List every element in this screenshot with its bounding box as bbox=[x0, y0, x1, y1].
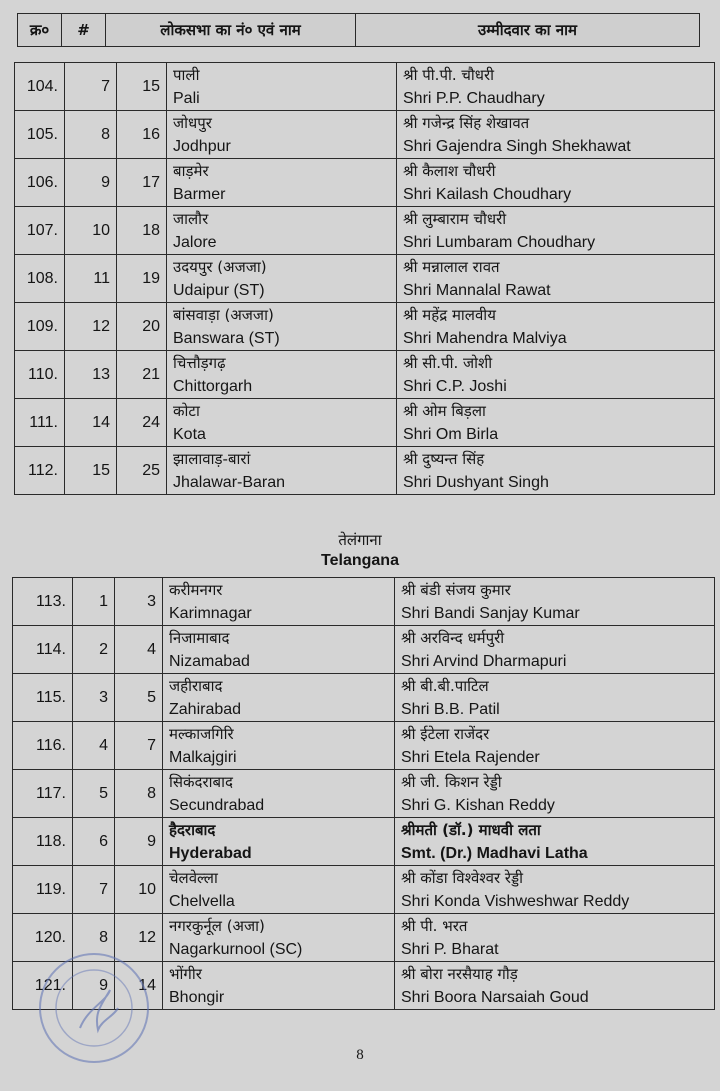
constituency-name-hindi: झालावाड़-बारां bbox=[173, 449, 251, 468]
ls-no-cell: 17 bbox=[117, 159, 167, 207]
constituency-name-english: Jhalawar-Baran bbox=[173, 473, 286, 491]
candidate-name-english: Shri Dushyant Singh bbox=[403, 473, 549, 491]
candidate-name-hindi: श्री कोंडा विश्वेश्वर रेड्डी bbox=[401, 868, 524, 887]
table-row bbox=[13, 578, 715, 626]
candidate-name-english: Shri B.B. Patil bbox=[401, 700, 500, 718]
constituency-cell bbox=[163, 866, 395, 914]
constituency-name-english: Karimnagar bbox=[169, 604, 252, 622]
ls-no-cell: 20 bbox=[117, 303, 167, 351]
candidate-name-english: Shri P.P. Chaudhary bbox=[403, 89, 545, 107]
serial-cell: 116. bbox=[13, 722, 73, 770]
ls-no-cell: 4 bbox=[115, 626, 163, 674]
table-row bbox=[13, 722, 715, 770]
candidate-name-english: Shri G. Kishan Reddy bbox=[401, 796, 555, 814]
ls-no-cell: 24 bbox=[117, 399, 167, 447]
ls-no-cell: 14 bbox=[115, 962, 163, 1010]
candidate-name-hindi: श्री मन्नालाल रावत bbox=[403, 257, 500, 276]
serial-cell: 111. bbox=[15, 399, 65, 447]
constituency-name-hindi: बाड़मेर bbox=[173, 161, 209, 180]
serial-cell: 107. bbox=[15, 207, 65, 255]
table-row bbox=[13, 866, 715, 914]
ls-no-cell: 16 bbox=[117, 111, 167, 159]
table-row bbox=[15, 159, 715, 207]
candidate-name-hindi: श्री सी.पी. जोशी bbox=[403, 353, 493, 372]
serial-cell: 121. bbox=[13, 962, 73, 1010]
constituency-cell bbox=[163, 626, 395, 674]
candidate-name-hindi: श्री कैलाश चौधरी bbox=[403, 161, 496, 180]
column-header-table bbox=[17, 13, 700, 47]
constituency-cell bbox=[163, 722, 395, 770]
ls-no-cell: 15 bbox=[117, 63, 167, 111]
candidate-name-english: Smt. (Dr.) Madhavi Latha bbox=[401, 844, 588, 862]
ls-no-cell: 7 bbox=[115, 722, 163, 770]
candidate-name-english: Shri C.P. Joshi bbox=[403, 377, 507, 395]
candidate-cell bbox=[397, 399, 715, 447]
serial-cell: 110. bbox=[15, 351, 65, 399]
ls-no-cell: 21 bbox=[117, 351, 167, 399]
candidate-name-hindi: श्री महेंद्र मालवीय bbox=[403, 305, 496, 324]
constituency-name-english: Nizamabad bbox=[169, 652, 250, 670]
candidate-name-english: Shri Boora Narsaiah Goud bbox=[401, 988, 589, 1006]
constituency-cell bbox=[167, 303, 397, 351]
constituency-cell bbox=[167, 207, 397, 255]
constituency-cell bbox=[163, 818, 395, 866]
candidate-name-hindi: श्री ओम बिड़ला bbox=[403, 401, 486, 420]
candidate-name-english: Shri Om Birla bbox=[403, 425, 499, 443]
ls-no-cell: 3 bbox=[115, 578, 163, 626]
state-no-cell: 5 bbox=[73, 770, 115, 818]
constituency-name-hindi: निजामाबाद bbox=[169, 628, 230, 647]
state-no-cell: 7 bbox=[73, 866, 115, 914]
candidate-name-english: Shri Etela Rajender bbox=[401, 748, 540, 766]
constituency-name-hindi: नगरकुर्नूल (अजा) bbox=[169, 916, 265, 935]
serial-cell: 105. bbox=[15, 111, 65, 159]
serial-cell: 104. bbox=[15, 63, 65, 111]
constituency-cell bbox=[167, 399, 397, 447]
ls-no-cell: 8 bbox=[115, 770, 163, 818]
constituency-name-english: Bhongir bbox=[169, 988, 225, 1006]
table-row bbox=[13, 770, 715, 818]
constituency-name-english: Udaipur (ST) bbox=[173, 281, 265, 299]
candidate-name-english: Shri Konda Vishweshwar Reddy bbox=[401, 892, 630, 910]
state-no-cell: 9 bbox=[65, 159, 117, 207]
constituency-cell bbox=[167, 63, 397, 111]
state-no-cell: 15 bbox=[65, 447, 117, 495]
constituency-name-hindi: मल्काजगिरि bbox=[169, 724, 234, 743]
state-heading-hindi: तेलंगाना bbox=[338, 531, 382, 549]
serial-cell: 108. bbox=[15, 255, 65, 303]
candidate-name-english: Shri Mahendra Malviya bbox=[403, 329, 567, 347]
table-row bbox=[15, 207, 715, 255]
candidate-cell bbox=[395, 722, 715, 770]
header-constituency: लोकसभा का नं० एवं नाम bbox=[106, 14, 356, 47]
ls-no-cell: 12 bbox=[115, 914, 163, 962]
constituency-cell bbox=[167, 159, 397, 207]
constituency-name-hindi: सिकंदराबाद bbox=[169, 772, 233, 791]
table-row bbox=[15, 303, 715, 351]
column-header-row bbox=[18, 14, 700, 47]
candidate-cell bbox=[397, 447, 715, 495]
constituency-name-english: Chittorgarh bbox=[173, 377, 253, 395]
constituency-cell bbox=[163, 962, 395, 1010]
constituency-name-hindi: करीमनगर bbox=[169, 580, 223, 599]
state-no-cell: 1 bbox=[73, 578, 115, 626]
constituency-name-hindi: जालौर bbox=[173, 209, 209, 228]
ls-no-cell: 9 bbox=[115, 818, 163, 866]
candidate-name-english: Shri Bandi Sanjay Kumar bbox=[401, 604, 580, 622]
table-row bbox=[15, 351, 715, 399]
constituency-cell bbox=[163, 674, 395, 722]
candidate-name-hindi: श्री गजेन्द्र सिंह शेखावत bbox=[403, 113, 530, 132]
state-no-cell: 2 bbox=[73, 626, 115, 674]
state-no-cell: 11 bbox=[65, 255, 117, 303]
candidate-cell bbox=[395, 578, 715, 626]
state-no-cell: 6 bbox=[73, 818, 115, 866]
candidate-name-hindi: श्री बोरा नरसैयाह गौड़ bbox=[401, 964, 518, 983]
table-row bbox=[15, 447, 715, 495]
serial-cell: 112. bbox=[15, 447, 65, 495]
constituency-name-hindi: पाली bbox=[173, 65, 200, 84]
ls-no-cell: 5 bbox=[115, 674, 163, 722]
constituency-name-hindi: हैदराबाद bbox=[169, 820, 216, 839]
candidate-cell bbox=[397, 351, 715, 399]
candidate-cell bbox=[397, 255, 715, 303]
candidate-name-hindi: श्री बी.बी.पाटिल bbox=[401, 676, 489, 695]
page-number: 8 bbox=[356, 1047, 364, 1063]
candidate-cell bbox=[395, 770, 715, 818]
candidate-cell bbox=[397, 63, 715, 111]
constituency-cell bbox=[167, 111, 397, 159]
header-serial: क्र० bbox=[18, 14, 62, 47]
constituency-name-hindi: बांसवाड़ा (अजजा) bbox=[173, 305, 274, 324]
serial-cell: 118. bbox=[13, 818, 73, 866]
candidate-cell bbox=[397, 207, 715, 255]
constituency-name-english: Jalore bbox=[173, 233, 217, 251]
serial-cell: 120. bbox=[13, 914, 73, 962]
serial-cell: 113. bbox=[13, 578, 73, 626]
candidate-name-hindi: श्री अरविन्द धर्मपुरी bbox=[401, 628, 505, 647]
state-no-cell: 10 bbox=[65, 207, 117, 255]
constituency-name-hindi: कोटा bbox=[173, 401, 200, 420]
constituency-cell bbox=[163, 770, 395, 818]
rajasthan-candidates-table bbox=[14, 62, 715, 495]
table-row bbox=[15, 111, 715, 159]
state-no-cell: 4 bbox=[73, 722, 115, 770]
candidate-name-hindi: श्री लुम्बाराम चौधरी bbox=[403, 209, 507, 228]
telangana-candidates-table bbox=[12, 577, 715, 1010]
candidate-cell bbox=[395, 818, 715, 866]
candidate-cell bbox=[395, 962, 715, 1010]
constituency-cell bbox=[167, 351, 397, 399]
candidate-name-english: Shri P. Bharat bbox=[401, 940, 499, 958]
header-hash: # bbox=[62, 14, 106, 47]
state-no-cell: 8 bbox=[65, 111, 117, 159]
constituency-name-hindi: उदयपुर (अजजा) bbox=[173, 257, 267, 276]
candidate-name-hindi: श्री बंडी संजय कुमार bbox=[401, 580, 511, 599]
serial-cell: 106. bbox=[15, 159, 65, 207]
constituency-name-english: Jodhpur bbox=[173, 137, 231, 155]
ls-no-cell: 25 bbox=[117, 447, 167, 495]
candidate-cell bbox=[397, 159, 715, 207]
constituency-name-hindi: चेलवेल्ला bbox=[169, 868, 218, 887]
candidate-name-hindi: श्री ईटेला राजेंदर bbox=[401, 724, 490, 743]
constituency-cell bbox=[167, 255, 397, 303]
candidate-name-hindi: श्रीमती (डॉ.) माधवी लता bbox=[401, 820, 541, 839]
constituency-name-english: Pali bbox=[173, 89, 200, 107]
constituency-name-hindi: चित्तौड़गढ़ bbox=[173, 353, 226, 372]
constituency-name-english: Chelvella bbox=[169, 892, 235, 910]
candidate-cell bbox=[395, 914, 715, 962]
table-row bbox=[13, 626, 715, 674]
table-row bbox=[15, 63, 715, 111]
constituency-name-english: Malkajgiri bbox=[169, 748, 237, 766]
candidate-cell bbox=[395, 866, 715, 914]
constituency-name-hindi: भोंगीर bbox=[169, 964, 202, 983]
serial-cell: 117. bbox=[13, 770, 73, 818]
constituency-name-english: Kota bbox=[173, 425, 206, 443]
constituency-name-english: Barmer bbox=[173, 185, 226, 203]
serial-cell: 114. bbox=[13, 626, 73, 674]
constituency-name-english: Zahirabad bbox=[169, 700, 242, 718]
candidate-cell bbox=[397, 303, 715, 351]
state-no-cell: 14 bbox=[65, 399, 117, 447]
table-row bbox=[13, 674, 715, 722]
candidate-name-english: Shri Kailash Choudhary bbox=[403, 185, 572, 203]
state-no-cell: 8 bbox=[73, 914, 115, 962]
table-row bbox=[13, 818, 715, 866]
ls-no-cell: 18 bbox=[117, 207, 167, 255]
serial-cell: 119. bbox=[13, 866, 73, 914]
constituency-name-english: Hyderabad bbox=[169, 844, 252, 862]
candidate-name-hindi: श्री पी.पी. चौधरी bbox=[403, 65, 495, 84]
table-row bbox=[15, 255, 715, 303]
constituency-name-english: Secundrabad bbox=[169, 796, 265, 814]
state-heading-english: Telangana bbox=[321, 552, 399, 569]
candidate-cell bbox=[395, 626, 715, 674]
candidate-cell bbox=[395, 674, 715, 722]
constituency-name-hindi: जहीराबाद bbox=[169, 676, 223, 695]
candidate-name-english: Shri Gajendra Singh Shekhawat bbox=[403, 137, 631, 155]
serial-cell: 109. bbox=[15, 303, 65, 351]
constituency-cell bbox=[163, 578, 395, 626]
state-no-cell: 9 bbox=[73, 962, 115, 1010]
table-row bbox=[15, 399, 715, 447]
header-candidate: उम्मीदवार का नाम bbox=[356, 14, 700, 47]
candidate-name-english: Shri Lumbaram Choudhary bbox=[403, 233, 596, 251]
candidate-name-hindi: श्री जी. किशन रेड्डी bbox=[401, 772, 502, 791]
candidate-name-hindi: श्री पी. भरत bbox=[401, 916, 468, 935]
ls-no-cell: 19 bbox=[117, 255, 167, 303]
candidate-name-hindi: श्री दुष्यन्त सिंह bbox=[403, 449, 485, 468]
constituency-cell bbox=[163, 914, 395, 962]
state-no-cell: 7 bbox=[65, 63, 117, 111]
ls-no-cell: 10 bbox=[115, 866, 163, 914]
constituency-cell bbox=[167, 447, 397, 495]
candidate-name-english: Shri Mannalal Rawat bbox=[403, 281, 551, 299]
state-no-cell: 12 bbox=[65, 303, 117, 351]
constituency-name-english: Banswara (ST) bbox=[173, 329, 280, 347]
state-no-cell: 3 bbox=[73, 674, 115, 722]
serial-cell: 115. bbox=[13, 674, 73, 722]
candidate-cell bbox=[397, 111, 715, 159]
state-no-cell: 13 bbox=[65, 351, 117, 399]
constituency-name-english: Nagarkurnool (SC) bbox=[169, 940, 303, 958]
constituency-name-hindi: जोधपुर bbox=[173, 113, 212, 132]
candidate-name-english: Shri Arvind Dharmapuri bbox=[401, 652, 567, 670]
